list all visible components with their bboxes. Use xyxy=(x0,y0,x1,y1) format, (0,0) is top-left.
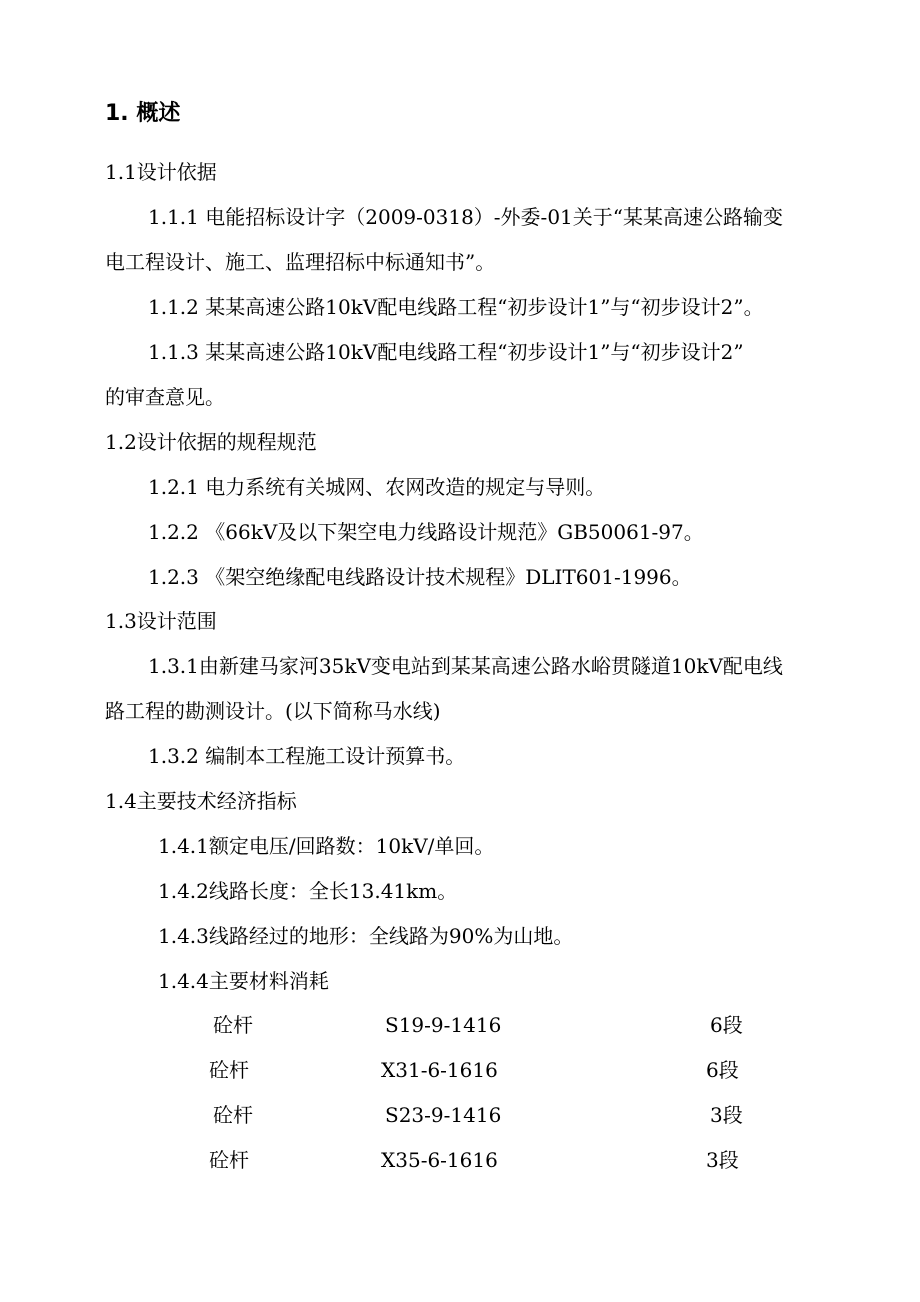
heading-1-3: 1.3设计范围 xyxy=(105,609,217,633)
material-model: S19-9-1416 xyxy=(385,1013,502,1037)
material-qty: 6段 xyxy=(706,1058,739,1082)
paragraph-1-1-3-line1: 1.1.3 某某高速公路10kV配电线路工程“初步设计1”与“初步设计2” xyxy=(148,340,744,364)
paragraph-1-2-1: 1.2.1 电力系统有关城网、农网改造的规定与导则。 xyxy=(148,475,606,499)
material-model: S23-9-1416 xyxy=(385,1103,502,1127)
heading-1-4: 1.4主要技术经济指标 xyxy=(105,789,297,813)
material-qty: 3段 xyxy=(710,1103,743,1127)
paragraph-1-1-1-line1: 1.1.1 电能招标设计字（2009-0318）-外委-01关于“某某高速公路输变 xyxy=(148,205,783,229)
paragraph-1-4-2: 1.4.2线路长度：全长13.41km。 xyxy=(158,879,458,903)
paragraph-1-2-2: 1.2.2 《66kV及以下架空电力线路设计规范》GB50061-97。 xyxy=(148,520,704,544)
paragraph-1-4-4: 1.4.4主要材料消耗 xyxy=(158,969,329,993)
paragraph-1-2-3: 1.2.3 《架空绝缘配电线路设计技术规程》DLIT601-1996。 xyxy=(148,565,692,589)
paragraph-1-1-3-line2: 的审查意见。 xyxy=(105,385,225,409)
material-name: 砼杆 xyxy=(213,1013,253,1037)
paragraph-1-3-1-line1: 1.3.1由新建马家河35kV变电站到某某高速公路水峪贯隧道10kV配电线 xyxy=(148,654,783,678)
paragraph-1-4-1: 1.4.1额定电压/回路数：10kV/单回。 xyxy=(158,834,495,858)
material-name: 砼杆 xyxy=(209,1058,249,1082)
paragraph-1-3-1-line2: 路工程的勘测设计。(以下简称马水线) xyxy=(105,699,441,723)
material-model: X35-6-1616 xyxy=(381,1148,498,1172)
material-name: 砼杆 xyxy=(209,1148,249,1172)
paragraph-1-1-1-line2: 电工程设计、施工、监理招标中标通知书”。 xyxy=(105,250,496,274)
heading-1-2: 1.2设计依据的规程规范 xyxy=(105,430,317,454)
material-qty: 6段 xyxy=(710,1013,743,1037)
heading-1-1: 1.1设计依据 xyxy=(105,160,217,184)
paragraph-1-1-2: 1.1.2 某某高速公路10kV配电线路工程“初步设计1”与“初步设计2”。 xyxy=(148,295,764,319)
material-qty: 3段 xyxy=(706,1148,739,1172)
paragraph-1-4-3: 1.4.3线路经过的地形：全线路为90%为山地。 xyxy=(158,924,574,948)
section-title: 1. 概述 xyxy=(105,101,181,126)
material-name: 砼杆 xyxy=(213,1103,253,1127)
paragraph-1-3-2: 1.3.2 编制本工程施工设计预算书。 xyxy=(148,744,466,768)
material-model: X31-6-1616 xyxy=(381,1058,498,1082)
